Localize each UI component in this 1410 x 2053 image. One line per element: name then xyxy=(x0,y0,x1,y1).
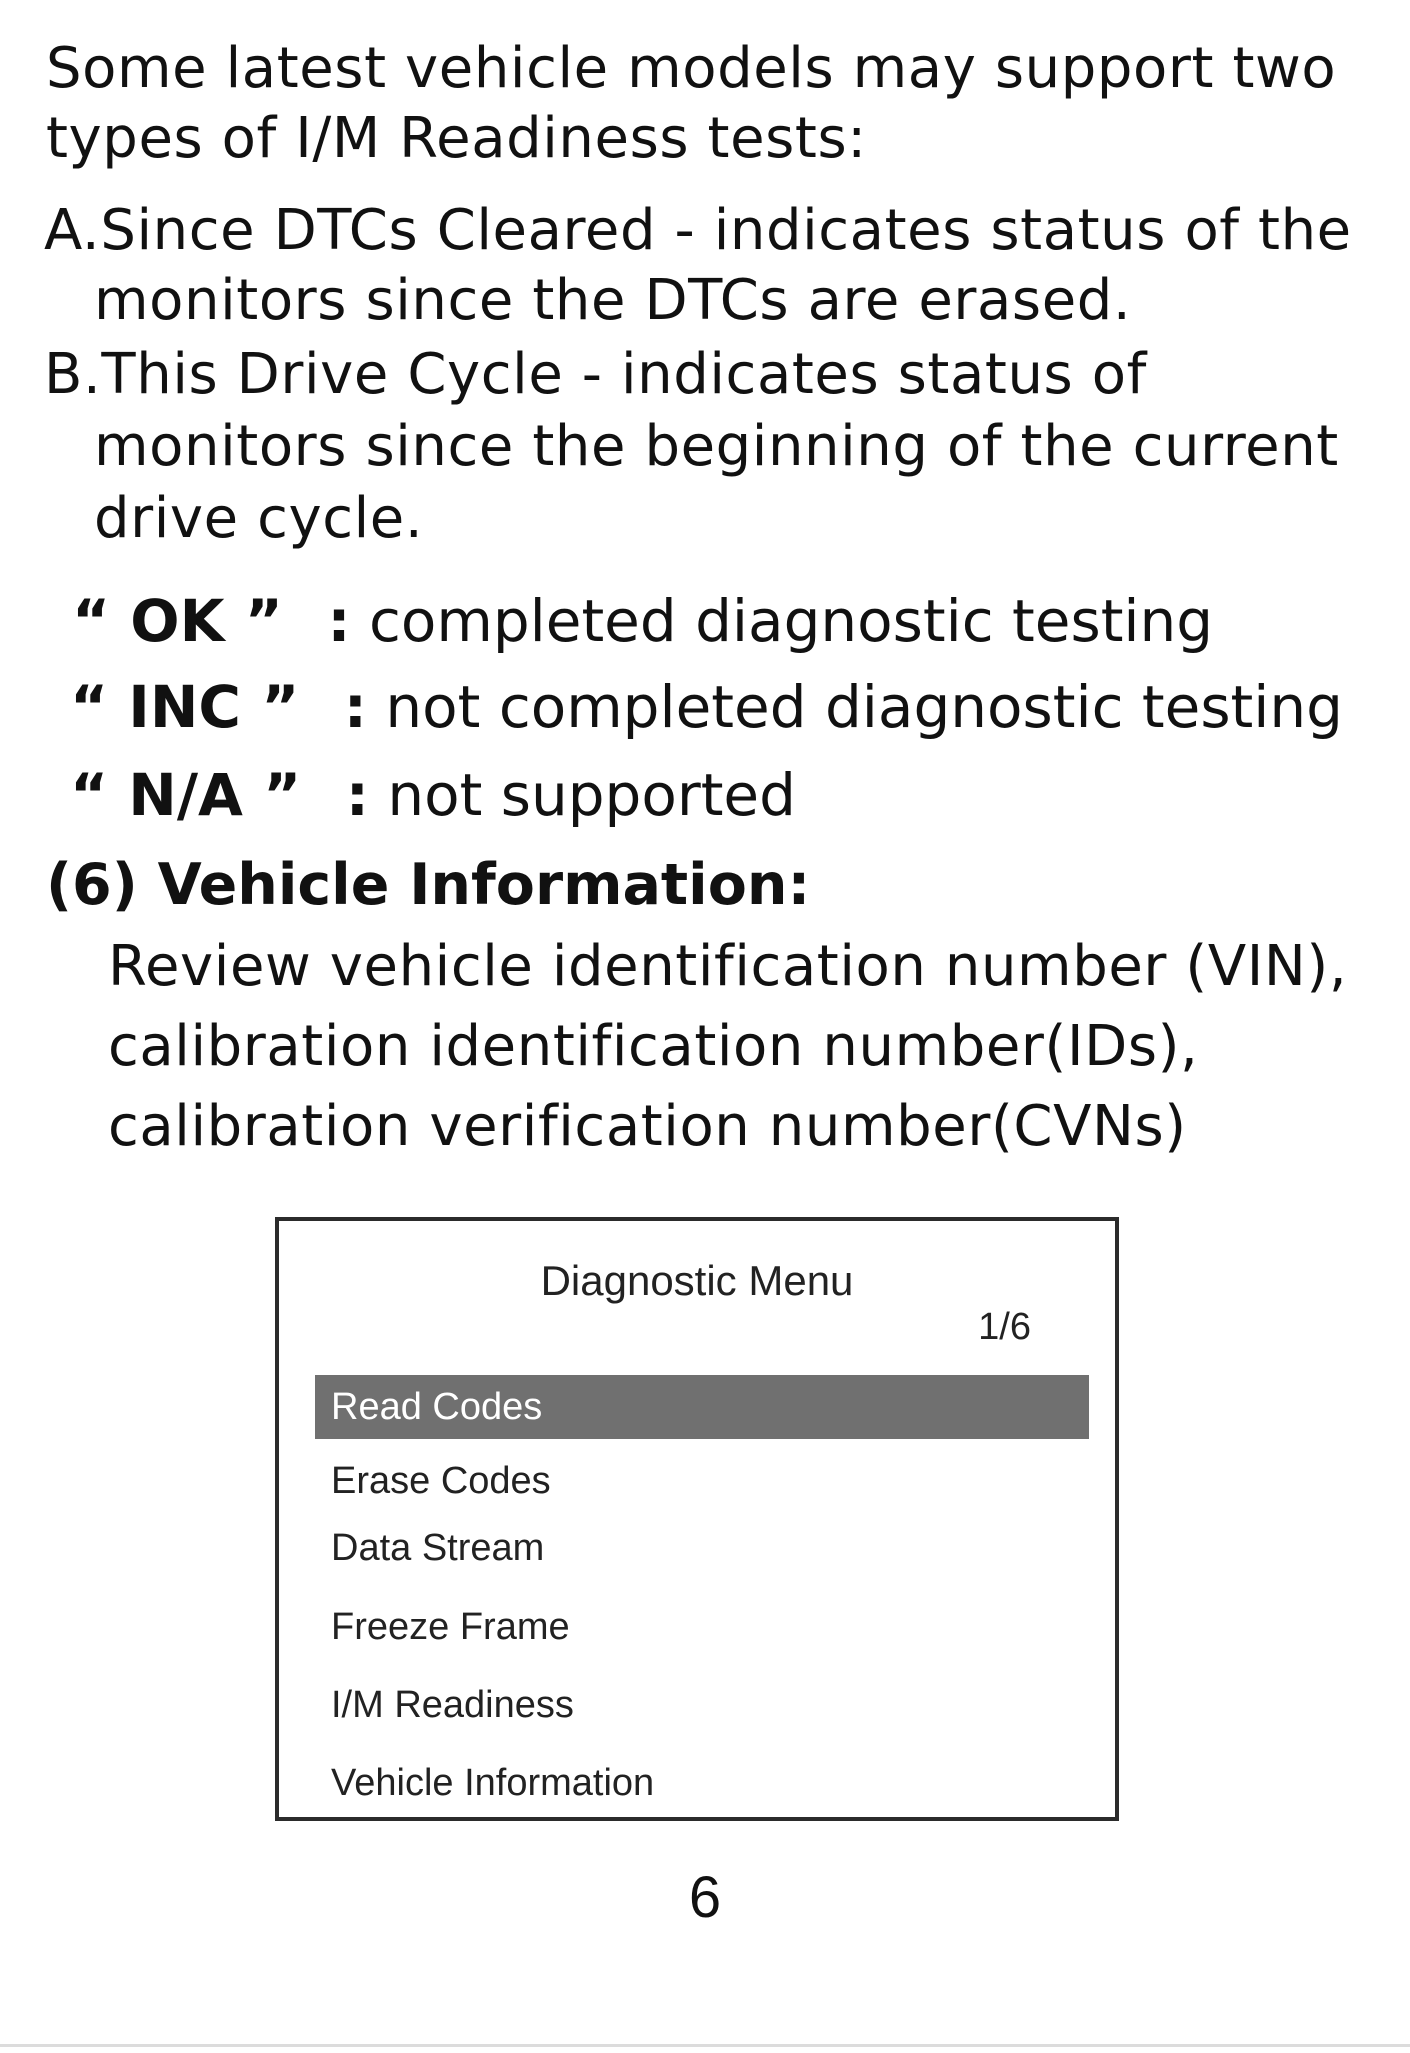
page-number: 6 xyxy=(688,1865,722,1930)
test-b-line-3: drive cycle. xyxy=(94,486,424,551)
definition-term: “ INC ” xyxy=(70,673,300,741)
menu-item-data-stream[interactable]: Data Stream xyxy=(331,1527,545,1569)
intro-line-2: types of I/M Readiness tests: xyxy=(46,106,867,171)
definition-separator: : xyxy=(343,673,367,741)
screen-page-indicator: 1/6 xyxy=(978,1306,1031,1348)
menu-item-im-readiness[interactable]: I/M Readiness xyxy=(331,1684,574,1726)
bottom-divider xyxy=(0,2044,1410,2047)
menu-item-erase-codes[interactable]: Erase Codes xyxy=(331,1460,551,1502)
intro-line-1: Some latest vehicle models may support two xyxy=(46,36,1337,101)
definition-ok xyxy=(72,586,1213,656)
vehicle-info-line-1: Review vehicle identification number (VIN), xyxy=(108,934,1348,999)
vehicle-info-line-2: calibration identification number(IDs), xyxy=(108,1014,1199,1079)
definition-inc xyxy=(70,672,1343,742)
test-b-line-1: B.This Drive Cycle - indicates status of xyxy=(44,342,1147,407)
menu-item-read-codes[interactable]: Read Codes xyxy=(315,1375,1089,1439)
definition-term: “ N/A ” xyxy=(70,761,302,829)
definition-desc: not completed diagnostic testing xyxy=(385,673,1343,741)
definition-separator: : xyxy=(345,761,369,829)
definition-term: “ OK ” xyxy=(72,587,283,655)
screen-title: Diagnostic Menu xyxy=(540,1257,854,1304)
vehicle-info-heading: (6) Vehicle Information: xyxy=(46,852,811,918)
definition-desc: not supported xyxy=(387,761,796,829)
definition-separator: : xyxy=(327,587,351,655)
test-a-line-2: monitors since the DTCs are erased. xyxy=(94,268,1132,333)
test-b-line-2: monitors since the beginning of the current xyxy=(94,414,1339,479)
definition-desc: completed diagnostic testing xyxy=(368,587,1214,655)
menu-item-vehicle-information[interactable]: Vehicle Information xyxy=(331,1762,655,1804)
diagnostic-menu-screen xyxy=(275,1217,1119,1821)
test-a-line-1: A.Since DTCs Cleared - indicates status of the xyxy=(44,198,1352,263)
vehicle-info-line-3: calibration verification number(CVNs) xyxy=(108,1094,1187,1159)
menu-item-freeze-frame[interactable]: Freeze Frame xyxy=(331,1606,570,1648)
definition-na xyxy=(70,760,796,830)
